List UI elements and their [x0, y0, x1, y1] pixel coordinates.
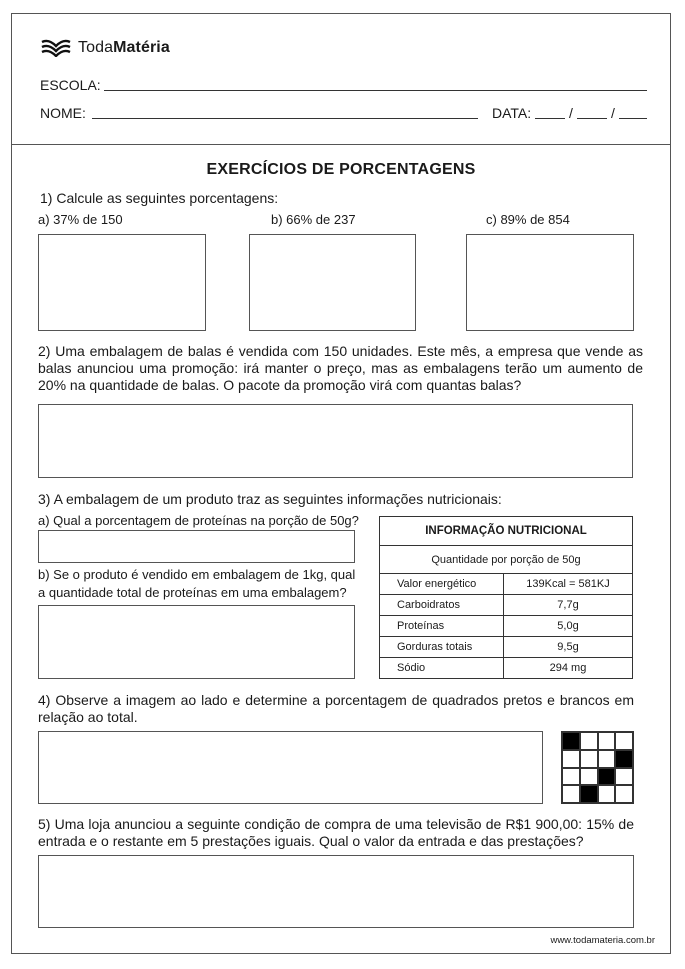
table-row	[380, 574, 633, 595]
school-field-line[interactable]	[104, 90, 647, 91]
white-square	[598, 750, 616, 768]
white-square	[580, 732, 598, 750]
q3-item-b: b) Se o produto é vendido em embalagem de 1kg, qual a quantidade total de proteínas em uma embalagem?	[38, 567, 356, 600]
school-label: ESCOLA:	[40, 77, 101, 93]
q4-answer-box[interactable]	[38, 731, 543, 804]
nutrient-value: 294 mg	[504, 658, 633, 679]
nutrient-value: 139Kcal = 581KJ	[504, 574, 633, 595]
worksheet-title: EXERCÍCIOS DE PORCENTAGENS	[206, 161, 476, 178]
q5-prompt: 5) Uma loja anunciou a seguinte condição de compra de uma televisão de R$1 900,00: 15% de entrada e o restante em 5 prestações iguais. Qual o valor da entrada e das prestações?	[38, 816, 634, 849]
q2-answer-box[interactable]	[38, 404, 633, 478]
q1-item-a: a) 37% de 150	[38, 212, 123, 227]
name-field-line[interactable]	[92, 118, 478, 119]
black-square	[580, 785, 598, 803]
nutrient-label: Gorduras totais	[380, 637, 504, 658]
black-square	[598, 768, 616, 786]
black-square	[562, 732, 580, 750]
white-square	[580, 768, 598, 786]
white-square	[598, 732, 616, 750]
book-logo-icon	[40, 39, 72, 57]
date-separator: /	[569, 105, 573, 121]
table-row	[380, 616, 633, 637]
nutrient-value: 7,7g	[504, 595, 633, 616]
white-square	[615, 785, 633, 803]
logo-brand-light: Toda	[78, 39, 114, 56]
logo-text	[78, 39, 170, 57]
footer-url: www.todamateria.com.br	[550, 935, 655, 946]
page-frame	[11, 13, 671, 954]
nutrition-table-subtitle: Quantidade por porção de 50g	[380, 546, 633, 574]
nutrient-label: Sódio	[380, 658, 504, 679]
white-square	[598, 785, 616, 803]
q1-item-c: c) 89% de 854	[486, 212, 570, 227]
date-separator: /	[611, 105, 615, 121]
date-day-line[interactable]	[535, 118, 565, 119]
q3-prompt: 3) A embalagem de um produto traz as seguintes informações nutricionais:	[38, 491, 502, 507]
nutrient-label: Carboidratos	[380, 595, 504, 616]
logo-brand-bold: Matéria	[113, 39, 170, 56]
q1-answer-box-b[interactable]	[249, 234, 416, 331]
white-square	[562, 750, 580, 768]
q1-answer-box-c[interactable]	[466, 234, 634, 331]
date-year-line[interactable]	[619, 118, 647, 119]
white-square	[615, 768, 633, 786]
white-square	[580, 750, 598, 768]
nutrient-label: Proteínas	[380, 616, 504, 637]
table-row	[380, 637, 633, 658]
date-label: DATA:	[492, 105, 532, 121]
table-row	[380, 658, 633, 679]
nutrition-table-title: INFORMAÇÃO NUTRICIONAL	[380, 517, 633, 546]
nutrient-label: Valor energético	[380, 574, 504, 595]
logo	[40, 36, 170, 60]
date-month-line[interactable]	[577, 118, 607, 119]
q1-item-b: b) 66% de 237	[271, 212, 356, 227]
q5-answer-box[interactable]	[38, 855, 634, 928]
table-row	[380, 595, 633, 616]
q3-answer-box-a[interactable]	[38, 530, 355, 563]
white-square	[562, 768, 580, 786]
q1-answer-box-a[interactable]	[38, 234, 206, 331]
q2-prompt: 2) Uma embalagem de balas é vendida com 150 unidades. Este mês, a empresa que vende as balas anunciou uma promoção: irá manter o preço, mas as embalagens terão um aumento de 20% na quantidade de balas. O pacote da promoção virá com quantas balas?	[38, 343, 643, 393]
white-square	[615, 732, 633, 750]
black-square	[615, 750, 633, 768]
square-grid	[561, 731, 634, 804]
q3-item-a: a) Qual a porcentagem de proteínas na porção de 50g?	[38, 513, 359, 528]
q1-prompt: 1) Calcule as seguintes porcentagens:	[40, 190, 279, 206]
header-divider	[11, 144, 671, 145]
name-label: NOME:	[40, 105, 86, 121]
q4-prompt: 4) Observe a imagem ao lado e determine a porcentagem de quadrados pretos e brancos em relação ao total.	[38, 692, 634, 725]
nutrition-table	[379, 516, 633, 679]
nutrient-value: 9,5g	[504, 637, 633, 658]
q3-answer-box-b[interactable]	[38, 605, 355, 679]
nutrient-value: 5,0g	[504, 616, 633, 637]
white-square	[562, 785, 580, 803]
